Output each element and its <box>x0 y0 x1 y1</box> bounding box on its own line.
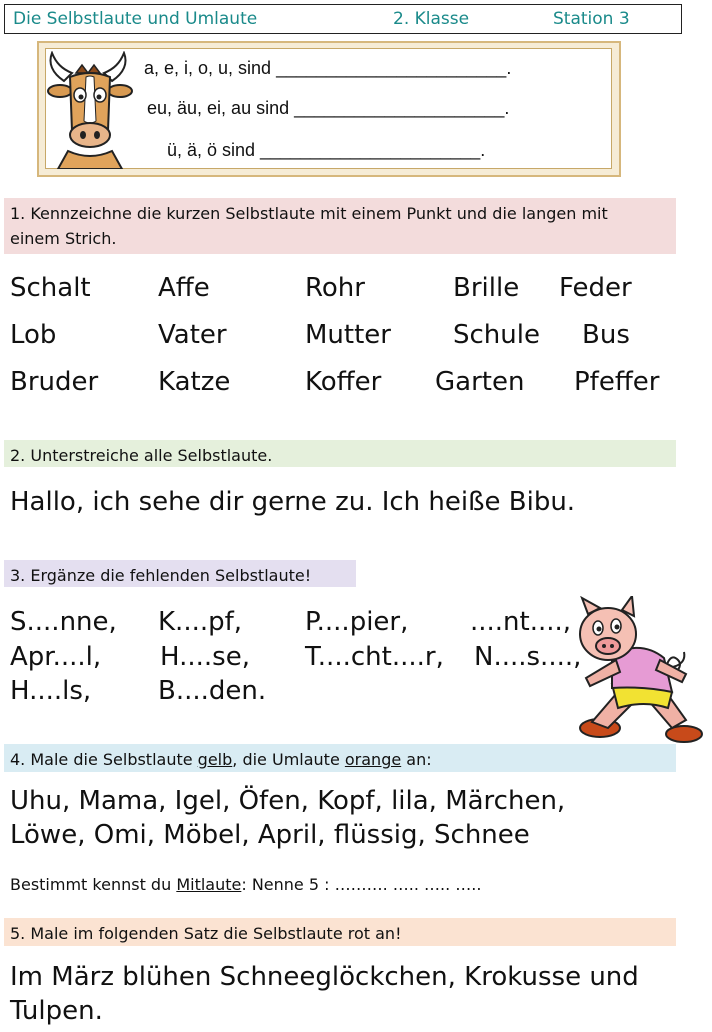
task1-word: Pfeffer <box>574 367 660 397</box>
task4-instruction-text: , die Umlaute <box>232 750 345 769</box>
task1-word: Schule <box>453 320 540 350</box>
task1-word: Feder <box>559 273 632 303</box>
task3-word: S....nne, <box>10 607 117 637</box>
task5-instruction: 5. Male im folgenden Satz die Selbstlaute rot an! <box>4 918 676 946</box>
task1-word: Mutter <box>305 320 391 350</box>
task4-word-gelb: gelb <box>197 750 233 769</box>
task4-instruction <box>4 744 676 772</box>
station-label: Station 3 <box>553 9 630 29</box>
task3-instruction: 3. Ergänze die fehlenden Selbstlaute! <box>4 560 356 587</box>
task1-word: Affe <box>158 273 210 303</box>
mitlaute-text: : Nenne 5 : ………. ….. ….. ….. <box>241 875 482 894</box>
header-bar <box>4 4 682 34</box>
pig-icon <box>572 596 706 746</box>
task1-word: Koffer <box>305 367 382 397</box>
task3-word: B....den. <box>158 676 267 706</box>
mitlaute-word: Mitlaute <box>176 875 242 894</box>
worksheet-title: Die Selbstlaute und Umlaute <box>13 9 258 29</box>
task1-instruction-line2: einem Strich. <box>10 229 117 248</box>
task4-words-line1: Uhu, Mama, Igel, Öfen, Kopf, lila, Märchen, <box>10 786 566 816</box>
task1-word: Brille <box>453 273 520 303</box>
intro-line-vowels: a, e, i, o, u, sind _______________________. <box>144 58 512 78</box>
task4-words-line2: Löwe, Omi, Möbel, April, flüssig, Schnee <box>10 820 530 850</box>
cow-icon <box>42 51 142 169</box>
task3-word: T....cht....r, <box>305 642 444 672</box>
intro-panel <box>45 48 612 169</box>
task5-sentence-line1: Im März blühen Schneeglöckchen, Krokusse und <box>10 962 639 992</box>
task1-word: Vater <box>158 320 227 350</box>
task1-instruction <box>4 198 676 254</box>
task3-word: ....nt...., <box>470 607 572 637</box>
task1-word: Rohr <box>305 273 365 303</box>
task2-sentence: Hallo, ich sehe dir gerne zu. Ich heiße Bibu. <box>10 487 576 517</box>
task3-word: N....s...., <box>474 642 582 672</box>
task1-instruction-line1: 1. Kennzeichne die kurzen Selbstlaute mit einem Punkt und die langen mit <box>10 204 608 223</box>
task3-word: H....se, <box>160 642 250 672</box>
task3-word: P....pier, <box>305 607 409 637</box>
task1-word: Lob <box>10 320 57 350</box>
task3-word: Apr....l, <box>10 642 102 672</box>
intro-line-umlauts: ü, ä, ö sind ______________________. <box>167 140 486 160</box>
intro-line-diphthongs: eu, äu, ei, au sind _____________________. <box>147 98 510 118</box>
task3-word: K....pf, <box>158 607 243 637</box>
grade-label: 2. Klasse <box>393 9 470 29</box>
task5-sentence-line2: Tulpen. <box>10 996 103 1026</box>
task1-word: Bruder <box>10 367 99 397</box>
task4-instruction-text: 4. Male die Selbstlaute <box>10 750 198 769</box>
task4-instruction-text: an: <box>401 750 432 769</box>
task1-word: Katze <box>158 367 231 397</box>
mitlaute-text: Bestimmt kennst du <box>10 875 177 894</box>
mitlaute-prompt <box>10 875 481 894</box>
task1-word: Garten <box>435 367 525 397</box>
task2-instruction: 2. Unterstreiche alle Selbstlaute. <box>4 440 676 467</box>
task3-word: H....ls, <box>10 676 92 706</box>
task1-word: Schalt <box>10 273 91 303</box>
task1-word: Bus <box>582 320 630 350</box>
task4-word-orange: orange <box>344 750 402 769</box>
